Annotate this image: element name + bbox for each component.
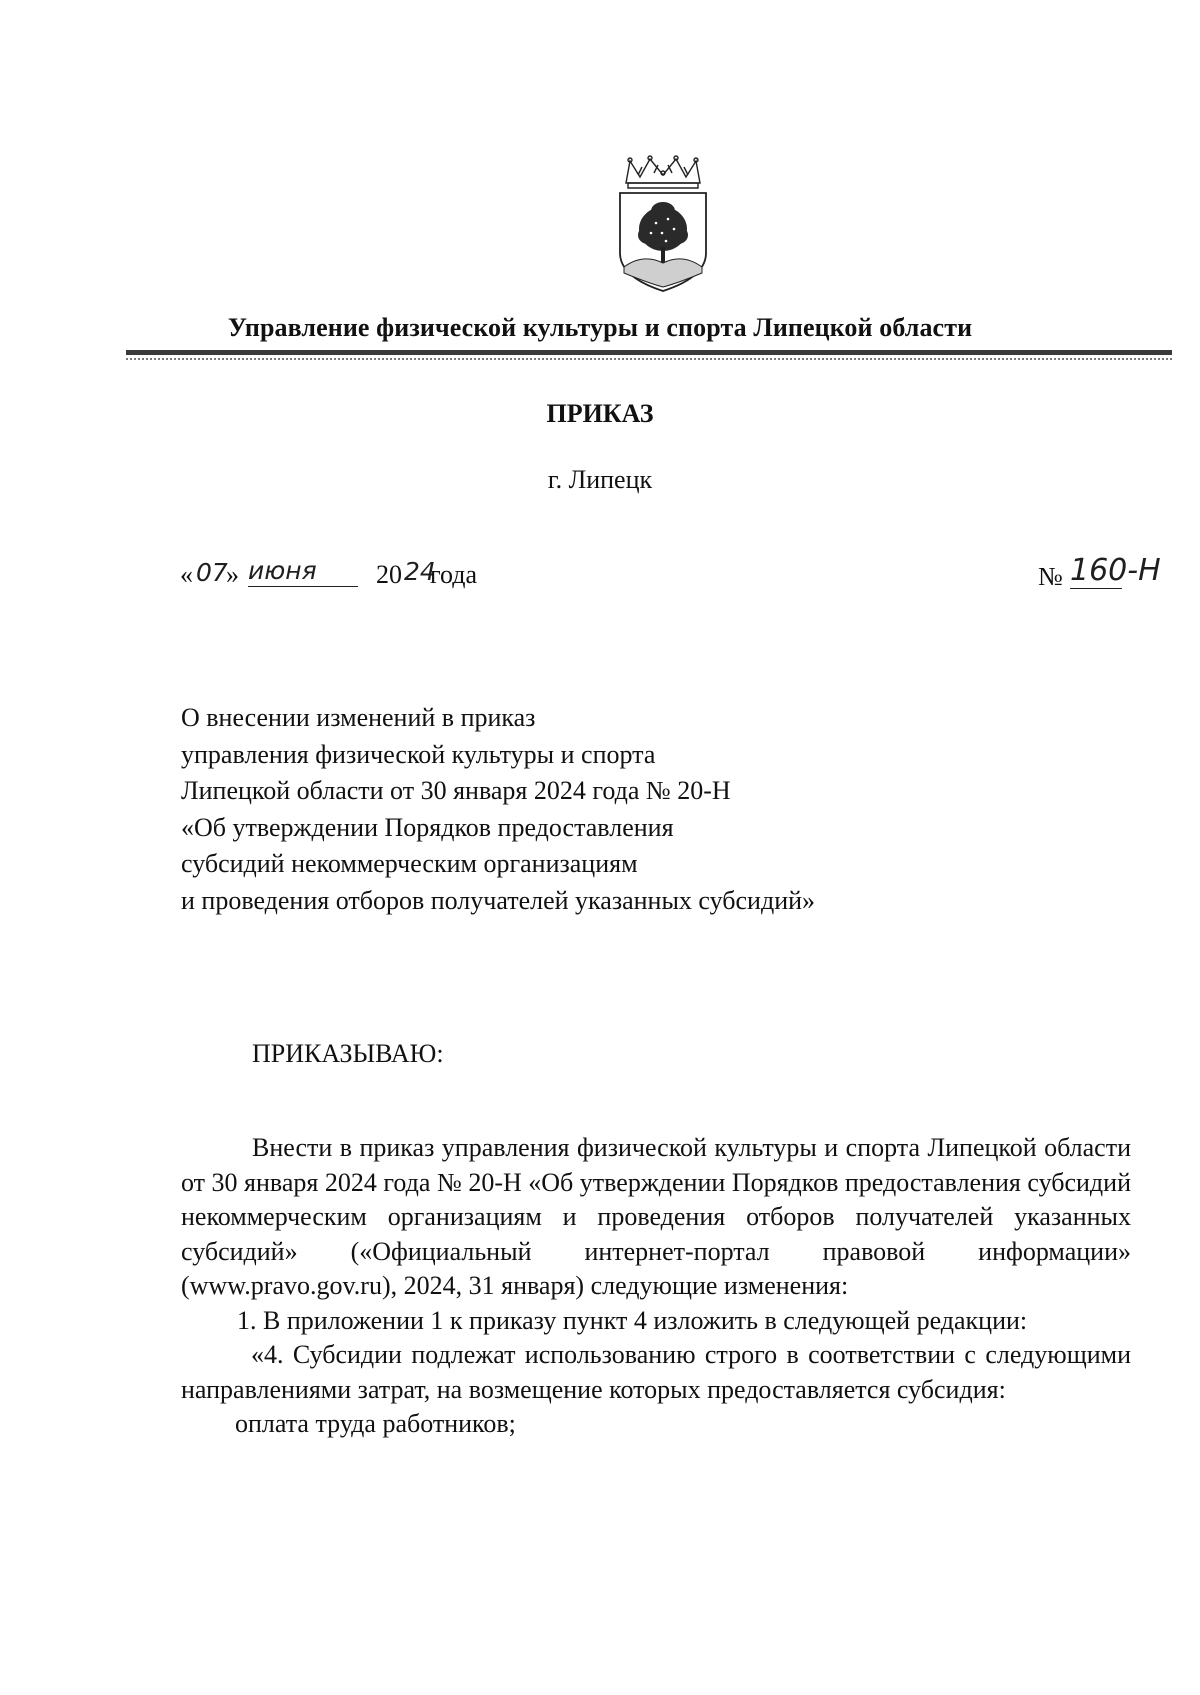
body-paragraph-intro: Внести в приказ управления физической культуры и спорта Липецкой области от 30 января 2024 года № 20-Н «Об утверждении Порядков предоставления субсидий некоммерческим организациям и проведения отборов получателей указанных субсидий» («Официальный интернет-портал правовой информации» (www.pravo.gov.ru), 2024, 31 января) следующие изменения: [181,1133,1131,1300]
document-subject [181,700,815,919]
subject-line: Липецкой области от 30 января 2024 года № 20-Н [181,776,731,805]
body-item-1-sub: оплата труда работников; [235,1409,516,1438]
subject-line: и проведения отборов получателей указанных субсидий» [181,885,816,915]
document-number-handwritten: 160-Н [1070,553,1161,588]
date-year-prefix: 20 [376,560,402,589]
date-open-quote: « [180,560,193,589]
coat-of-arms-icon [608,155,718,295]
subject-line: «Об утверждении Порядков предоставления [181,812,674,842]
decree-word: ПРИКАЗЫВАЮ: [252,1039,444,1068]
subject-line: управления физической культуры и спорта [181,739,656,769]
body-item-1: 1. В приложении 1 к приказу пункт 4 изложить в следующей редакции: [237,1305,1028,1335]
document-type-title: ПРИКАЗ [546,399,654,428]
date-year-suffix-handwritten: 24 [404,557,436,586]
organization-title: Управление физической культуры и спорта Липецкой области [227,313,973,342]
document-body [181,1131,1131,1442]
body-item-1-text: «4. Субсидии подлежат использованию строго в соответствии с следующими направлениями затрат, на возмещение которых предоставляется субсидия: [181,1340,1131,1404]
subject-line: О внесении изменений в приказ [181,703,536,732]
document-city: г. Липецк [547,465,653,494]
date-month-handwritten: июня [248,556,358,587]
header-divider [126,350,1172,355]
date-day-handwritten: 07 [196,558,228,587]
date-close-quote: » [226,560,239,589]
number-underline [1070,588,1122,589]
date-year-word: года [430,560,478,589]
subject-line: субсидий некоммерческим организациям [181,849,638,878]
number-sign: № [1038,562,1063,591]
